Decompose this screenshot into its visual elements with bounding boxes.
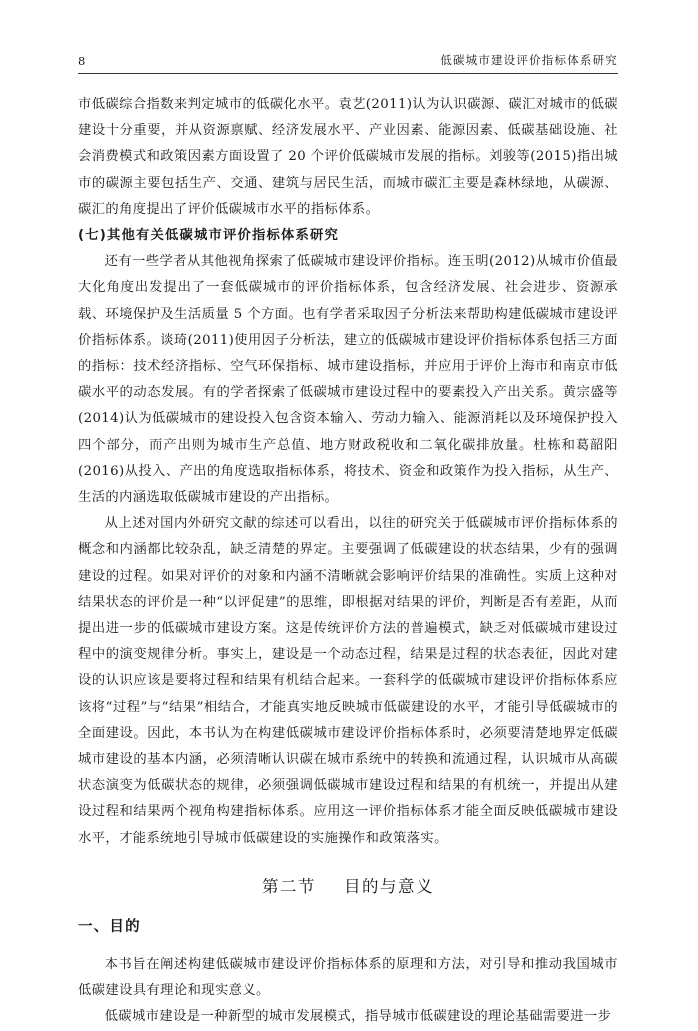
heading-level-1: 一、目的 <box>78 918 141 935</box>
section-title <box>78 872 618 902</box>
section-name: 目的与意义 <box>344 876 434 896</box>
running-title: 低碳城市建设评价指标体系研究 <box>440 53 618 67</box>
paragraph: 从上述对国内外研究文献的综述可以看出，以往的研究关于低碳城市评价指标体系的概念和内涵都比较杂乱，缺乏清楚的界定。主要强调了低碳建设的状态结果，少有的强调建设的过程。如果对评价的对象和内涵不清晰就会影响评价结果的准确性。实质上这种对结果状态的评价是一种“以评促建”的思维，即根据对结果的评价，判断是否有差距，从而提出进一步的低碳城市建设方案。这是传统评价方法的普遍模式，缺乏对低碳城市建设过程中的演变规律分析。事实上，建设是一个动态过程，结果是过程的状态表征，因此对建设的认识应该是要将过程和结果有机结合起来。一套科学的低碳城市建设评价指标体系应该将“过程”与“结果”相结合，才能真实地反映城市低碳建设的水平，才能引导低碳城市的全面建设。因此，本书认为在构建低碳城市建设评价指标体系时，必须要清楚地界定低碳城市建设的基本内涵，必须清晰认识碳在城市系统中的转换和流通过程，认识城市从高碳状态演变为低碳状态的规律，必须强调低碳城市建设过程和结果的有机统一，并提出从建设过程和结果两个视角构建指标体系。应用这一评价指标体系才能全面反映低碳城市建设水平，才能系统地引导城市低碳建设的实施操作和政策落实。 <box>78 516 618 846</box>
page-number: 8 <box>78 54 86 68</box>
section-number: 第二节 <box>262 876 316 896</box>
paragraph: 还有一些学者从其他视角探索了低碳城市建设评价指标。连玉明(2012)从城市价值最大化角度出发提出了一套低碳城市的评价指标体系，包含经济发展、社会进步、资源承载、环境保护及生活质量 5 个方面。也有学者采取因子分析法来帮助构建低碳城市建设评价指标体系。谈琦(2011)使用因子分析法，建立的低碳城市建设评价指标体系包括三方面的指标：技术经济指标、空气环保指标、城市建设指标，并应用于评价上海市和南京市低碳水平的动态发展。有的学者探索了低碳城市建设过程中的要素投入产出关系。黄宗盛等(2014)认为低碳城市的建设投入包含资本输入、劳动力输入、能源消耗以及环境保护投入四个部分，而产出则为城市生产总值、地方财政税收和二氧化碳排放量。杜栋和葛韶阳(2016)从投入、产出的角度选取指标体系，将技术、资金和政策作为投入指标，从生产、生活的内涵选取低碳城市建设的产出指标。 <box>78 254 618 506</box>
paragraph: 低碳城市建设是一种新型的城市发展模式，指导城市低碳建设的理论基础需要进一步 <box>104 1009 612 1025</box>
page-header <box>78 52 618 74</box>
body-text <box>78 92 618 1031</box>
page <box>78 52 618 1031</box>
paragraph-continued: 市低碳综合指数来判定城市的低碳化水平。袁艺(2011)认为认识碳源、碳汇对城市的低碳建设十分重要，并从资源禀赋、经济发展水平、产业因素、能源因素、低碳基础设施、社会消费模式和政策因素方面设置了 20 个评价低碳城市发展的指标。刘骏等(2015)指出城市的碳源主要包括生产、交通、建筑与居民生活，而城市碳汇主要是森林绿地，从碳源、碳汇的角度提出了评价低碳城市水平的指标体系。 <box>78 97 618 217</box>
subsection-heading: (七)其他有关低碳城市评价指标体系研究 <box>78 228 340 244</box>
paragraph: 本书旨在阐述构建低碳城市建设评价指标体系的原理和方法，对引导和推动我国城市低碳建设具有理论和现实意义。 <box>78 956 618 999</box>
